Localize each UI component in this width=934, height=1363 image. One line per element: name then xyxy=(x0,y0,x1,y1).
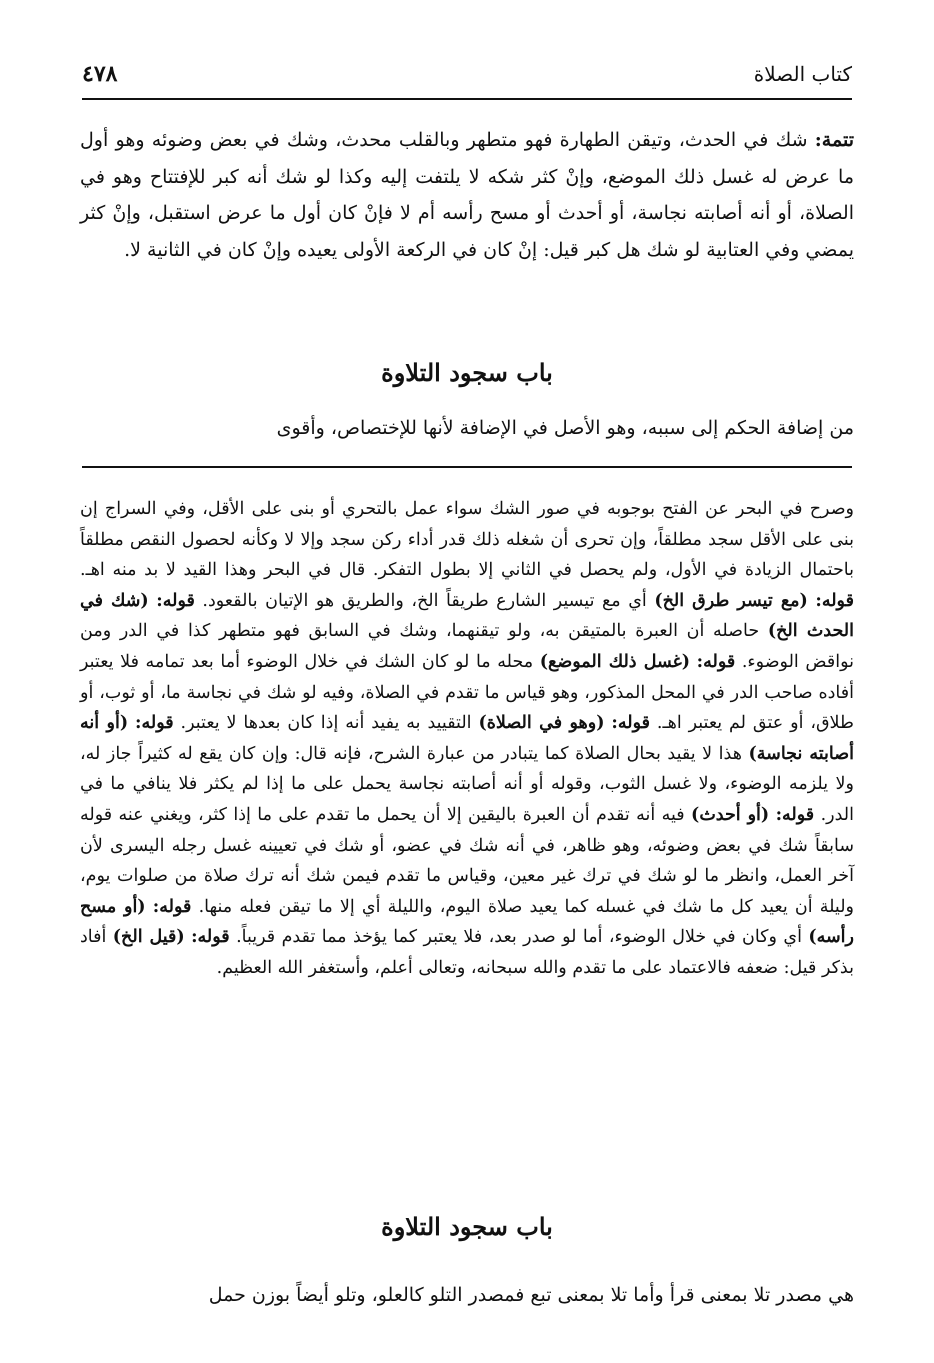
gloss-text: حاصله أن العبرة بالمتيقن به، ولو تيقنهما، وشك في السابق فهو متطهر كذا في الدر ومن نواقض الوضوء. xyxy=(80,621,854,672)
commentary-opening: وصرح في البحر عن الفتح بوجوبه في صور الشك سواء عمل بالتحري أو بنى على الأقل، وفي السراج إن بنى على الأقل سجد مطلقاً، وإن تحرى أن شغله ذلك قدر أداء ركن سجد وإلا لا وكأنه لحصول النقص مطلقاً باحتمال الزيادة في الأول، ولم يحصل في الثاني إلا بطول التفكر. قال في البحر وهذا القيد لا بد منه اهـ. xyxy=(80,499,854,581)
chapter-heading: باب سجود التلاوة xyxy=(381,358,553,387)
tatimma-body: شك في الحدث، وتيقن الطهارة فهو متطهر وبالقلب محدث، وشك في بعض وضوئه وهو أول ما عرض له غسل ذلك الموضع، وإنْ كثر شكه لا يلتفت إليه وكذا لو شك أنه كبر للإفتتاح وهو في الصلاة، أو أنه أصابته نجاسة، أو أحدث أو مسح رأسه أم لا فإنْ كان أول ما عرض استقبل، وإنْ كثر يمضي وفي العتابية لو شك هل كبر قيل: إنْ كان في الركعة الأولى يعيده وإنْ كان في الثانية لا. xyxy=(80,129,854,261)
gloss-label: قوله: xyxy=(775,804,815,825)
gloss-label: قوله: xyxy=(611,713,651,734)
gloss-quote: (قيل الخ) xyxy=(112,927,185,948)
gloss-quote: (مع تيسر طرق الخ) xyxy=(654,590,808,611)
gloss-label: قوله: xyxy=(135,713,174,734)
gloss-label: قوله: xyxy=(696,651,736,672)
gloss-text: التقييد به يفيد أنه إذا كان بعدها لا يعتبر. xyxy=(180,713,472,734)
page-header xyxy=(82,54,852,94)
gloss-text: أفاد بذكر قيل: ضعفه فالاعتماد على ما تقدم والله سبحانه، وتعالى أعلم، وأستغفر الله العظيم. xyxy=(80,927,854,978)
gloss-text: فيه أنه تقدم أن العبرة باليقين إلا أن يحمل ما تقدم على ما إذا كثر، ويغني عنه قوله سابقاً شك في بعض وضوئه، وهو ظاهر، في أنه شك في عضو، أو شك في تعيينه غسل رجله اليسرى لأن آخر العمل، وانظر ما لو شك في ترك غير معين، وقياس ما تقدم فيمن شك أنه ترك صلاة من صلوات يوم، وليلة أن يعيد كل ما شك في غسله كما يعيد صلاة اليوم، والليلة أي إلا ما تيقن فعله منها. xyxy=(80,804,854,917)
book-title: كتاب الصلاة xyxy=(753,62,852,86)
gloss-quote: (شك في الحدث الخ) xyxy=(80,590,854,642)
gloss-quote: (وهو في الصلاة) xyxy=(478,713,605,734)
gloss-quote: (أو أنه أصابته نجاسة) xyxy=(80,713,854,764)
chapter-intro-text: من إضافة الحكم إلى سببه، وهو الأصل في الإضافة لأنها للإختصاص، وأقوى xyxy=(276,417,854,439)
page-number: ٤٧٨ xyxy=(82,61,118,87)
commentary-chapter-text xyxy=(80,1277,854,1313)
commentary-chapter-body: هي مصدر تلا بمعنى قرأ وأما تلا بمعنى تبع فمصدر التلو كالعلو، وتلو أيضاً بوزن حمل xyxy=(208,1284,854,1306)
commentary-chapter-heading: باب سجود التلاوة xyxy=(381,1212,553,1241)
gloss-quote: (أو أحدث) xyxy=(691,804,770,825)
gloss-text: محله ما لو كان الشك في خلال الوضوء أما بعد تمامه فلا يعتبر أفاده صاحب الدر في المحل المذكور، وهو قياس ما تقدم في الصلاة، وفيه لو شك في نجاسة ما، أو ثوب، أو طلاق، أو عتق لم يعتبر اهـ. xyxy=(80,651,854,734)
gloss-label: قوله: xyxy=(815,590,854,611)
gloss-text: أي مع تيسير الشارع طريقاً الخ، والطريق هو الإتيان بالقعود. xyxy=(202,590,647,611)
header-rule xyxy=(82,98,852,100)
chapter-intro xyxy=(80,410,854,446)
gloss-label: قوله: xyxy=(156,590,195,611)
tatimma-paragraph xyxy=(80,122,854,268)
tatimma-lead: تتمة: xyxy=(814,129,854,151)
gloss-label: قوله: xyxy=(191,927,230,948)
footnote-rule xyxy=(82,466,852,468)
gloss-quote: (أو مسح رأسه) xyxy=(80,896,854,948)
gloss-quote: (غسل ذلك الموضع) xyxy=(539,651,691,672)
gloss-text: هذا لا يقيد بحال الصلاة كما يتبادر من عبارة الشرح، فإنه قال: وإن كان يقع له كثيراً جاز له، ولا يلزمه الوضوء، ولا غسل الثوب، وقوله أو أنه أصابته نجاسة يحمل على ما إذا لم يكثر فلا ينافي ما في الدر. xyxy=(80,743,854,825)
commentary-block xyxy=(80,494,854,984)
gloss-text: أي وكان في خلال الوضوء، أما لو صدر بعد، فلا يعتبر كما يؤخذ مما تقدم قريباً. xyxy=(236,927,802,948)
gloss-label: قوله: xyxy=(152,896,192,917)
